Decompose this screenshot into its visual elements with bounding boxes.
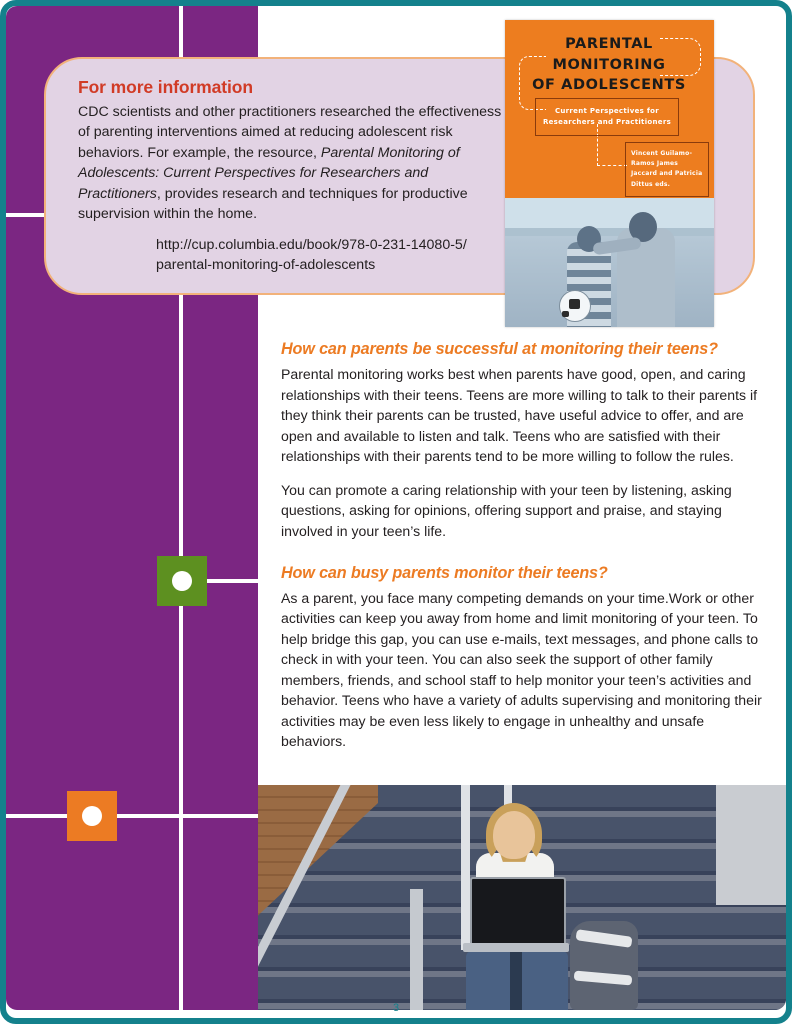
white-dot — [172, 571, 192, 591]
callout-heading: For more information — [78, 77, 253, 97]
green-square-decoration — [157, 556, 207, 606]
book-authors: Vincent Guilamo-Ramos James Jaccard and Patricia Dittus eds. — [625, 142, 709, 197]
callout-url-line1: http://cup.columbia.edu/book/978-0-231-14080-5/ — [156, 236, 467, 253]
section-heading-2: How can busy parents monitor their teens? — [281, 563, 608, 582]
book-cover-photo — [505, 198, 714, 327]
book-cover-top — [505, 20, 714, 198]
soccer-ball — [559, 290, 591, 322]
page-number: 3 — [392, 1002, 400, 1014]
far-wall — [716, 785, 786, 905]
section-heading-1: How can parents be successful at monitoring their teens? — [281, 340, 718, 358]
section-1-paragraph-2: You can promote a caring relationship with your teen by listening, asking questions, asking for opinions, offering support and praise, and staying involved in your teen’s life. — [281, 481, 732, 539]
dashed-connector-elbow — [597, 165, 627, 167]
section-2-paragraph-1: As a parent, you face many competing demands on your time.Work or other activities can keep you away from home and limit monitoring of your teen. To help bridge this gap, you can use e-mails, text messages, and phone calls to check in with your teen. You can also seek the support of other family members, friends, and school staff to help monitor your teen’s activities and behavior. Teens who have a variety of adults supervising and monitoring their activities may be even less likely to engage in unhealthy and unsafe behaviors. — [281, 589, 762, 750]
callout-url-line2: parental-monitoring-of-adolescents — [156, 257, 376, 274]
callout-body-part1: CDC scientists and other practitioners researched the effectiveness of parenting interventions aimed at reducing adolescent risk behaviors. For example, the resource, — [78, 104, 502, 161]
laptop-base — [463, 943, 569, 952]
main-content — [281, 340, 763, 752]
callout-url[interactable] — [78, 235, 503, 276]
book-title-line2: OF ADOLESCENTS — [532, 77, 686, 94]
laptop-screen — [470, 877, 566, 949]
callout-book-title: Parental Monitoring of Adolescents: Current Perspectives for Researchers and Practitioners — [78, 144, 460, 202]
orange-square-decoration — [67, 791, 117, 841]
book-cover-image — [505, 20, 714, 327]
photo-horizon — [505, 228, 714, 236]
rail-post-2 — [461, 785, 470, 950]
callout-body — [78, 102, 503, 225]
section-1-paragraph-1: Parental monitoring works best when parents have good, open, and caring relationships with their teens. Teens are more willing to talk to their parents if they think their parents can be trusted, have useful advice to offer, and are open and available to listen and talk. Teens who are satisfied with their relationships with their parents tend to be more willing to follow the rules. — [281, 366, 758, 465]
girl-head — [493, 811, 535, 859]
rail-post-1 — [410, 889, 423, 1010]
callout-text-wrap — [46, 59, 529, 276]
book-title — [523, 34, 695, 96]
stairs-photo — [258, 785, 786, 1010]
white-dot — [82, 806, 102, 826]
book-title-line1: PARENTAL MONITORING — [552, 36, 666, 73]
book-subtitle: Current Perspectives for Researchers and Practitioners — [535, 98, 679, 136]
callout-body-part2: , provides research and techniques for productive supervision within the home. — [78, 185, 468, 223]
